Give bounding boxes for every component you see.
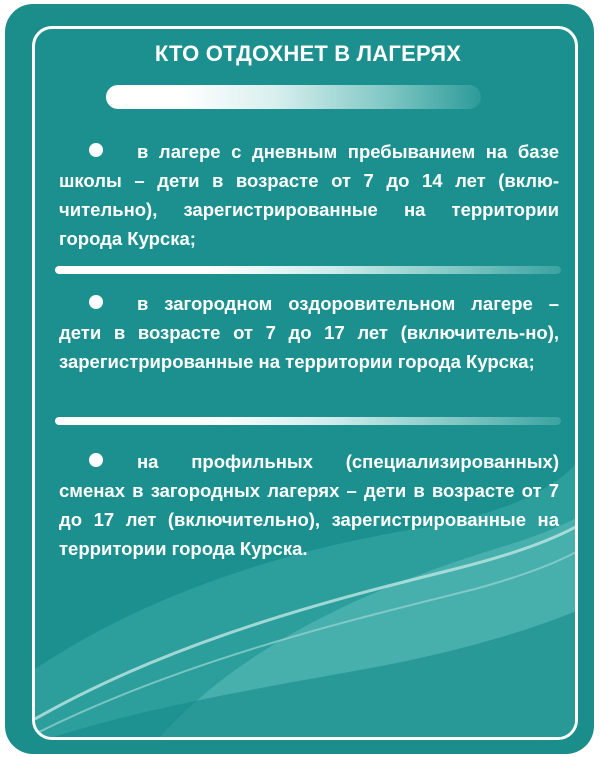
divider [55,417,561,425]
bullet-dot-icon [89,295,103,309]
decorative-waves [35,29,578,740]
title-underline-bar [106,85,481,109]
list-item [59,289,559,376]
bullet-dot-icon [89,143,103,157]
poster-frame [5,4,594,754]
list-item [59,137,559,253]
poster-title: КТО ОТДОХНЕТ В ЛАГЕРЯХ [154,41,462,66]
list-item [59,447,559,563]
divider [55,266,561,274]
poster-panel [32,26,578,740]
list-item-text: в лагере с дневным пребыванием на базе школы – дети в возрасте от 7 до 14 лет (вклю-чительно), зарегистрированные на территории города Курска; [59,141,559,249]
list-item-text: в загородном оздоровительном лагере – дети в возрасте от 7 до 17 лет (включитель-но), зарегистрированные на территории города Курска; [59,293,559,372]
bullet-dot-icon [89,453,103,467]
list-item-text: на профильных (специализированных) сменах в загородных лагерях – дети в возрасте от 7 до 17 лет (включительно), зарегистрированные на территории города Курска. [59,451,559,559]
